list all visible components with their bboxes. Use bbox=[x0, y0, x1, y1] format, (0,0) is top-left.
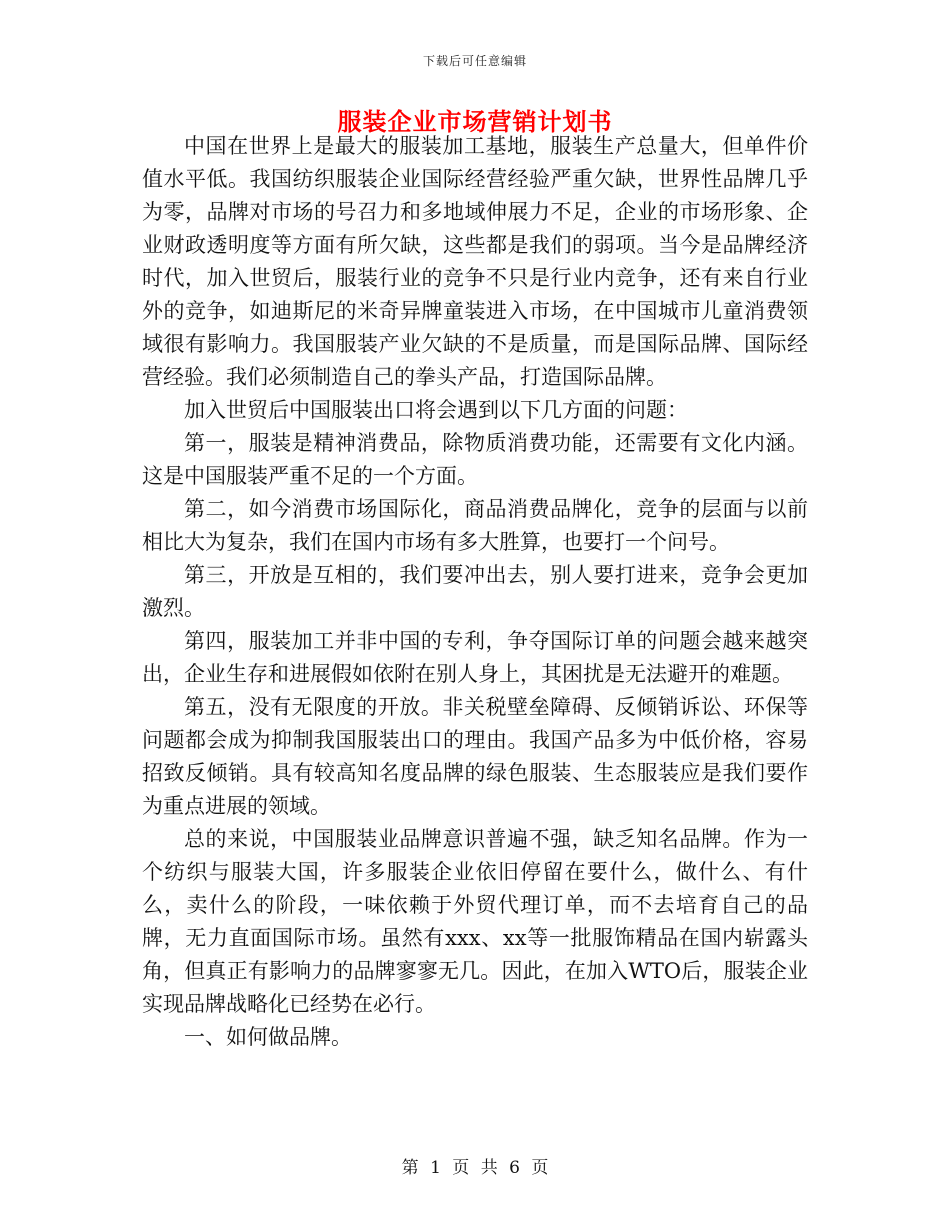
paragraph: 中国在世界上是最大的服装加工基地，服装生产总量大，但单件价值水平低。我国纺织服装企业国际经营经验严重欠缺，世界性品牌几乎为零，品牌对市场的号召力和多地域伸展力不足，企业的市场形象、企业财政透明度等方面有所欠缺，这些都是我们的弱项。当今是品牌经济时代，加入世贸后，服装行业的竞争不只是行业内竞争，还有来自行业外的竞争，如迪斯尼的米奇异牌童装进入市场，在中国城市儿童消费领域很有影响力。我国服装产业欠缺的不是质量，而是国际品牌、国际经营经验。我们必须制造自己的拳头产品，打造国际品牌。 bbox=[142, 134, 808, 389]
page-number-footer: 第 1 页 共 6 页 bbox=[401, 1158, 549, 1178]
document-body bbox=[142, 130, 808, 1054]
paragraph: 第五，没有无限度的开放。非关税壁垒障碍、反倾销诉讼、环保等问题都会成为抑制我国服装出口的理由。我国产品多为中低价格，容易招致反倾销。具有较高知名度品牌的绿色服装、生态服装应是我们要作为重点进展的领域。 bbox=[142, 695, 808, 818]
document-title: 服装企业市场营销计划书 bbox=[337, 107, 613, 136]
paragraph: 总的来说，中国服装业品牌意识普遍不强，缺乏知名品牌。作为一个纺织与服装大国，许多服装企业依旧停留在要什么，做什么、有什么，卖什么的阶段，一味依赖于外贸代理订单，而不去培育自己的品牌，无力直面国际市场。虽然有xxx、xx等一批服饰精品在国内崭露头角，但真正有影响力的品牌寥寥无几。因此，在加入WTO后，服装企业实现品牌战略化已经势在必行。 bbox=[142, 827, 808, 1016]
paragraph: 第三，开放是互相的，我们要冲出去，别人要打进来，竞争会更加激烈。 bbox=[142, 563, 808, 620]
paragraph: 加入世贸后中国服装出口将会遇到以下几方面的问题： bbox=[184, 398, 688, 422]
paragraph: 第四，服装加工并非中国的专利，争夺国际订单的问题会越来越突出，企业生存和进展假如依附在别人身上，其困扰是无法避开的难题。 bbox=[142, 629, 808, 686]
paragraph: 一、如何做品牌。 bbox=[184, 1025, 352, 1049]
paragraph: 第二，如今消费市场国际化，商品消费品牌化，竞争的层面与以前相比大为复杂，我们在国内市场有多大胜算，也要打一个问号。 bbox=[142, 497, 808, 554]
header-note: 下载后可任意编辑 bbox=[422, 54, 527, 68]
paragraph: 第一，服装是精神消费品，除物质消费功能，还需要有文化内涵。这是中国服装严重不足的一个方面。 bbox=[142, 431, 808, 488]
